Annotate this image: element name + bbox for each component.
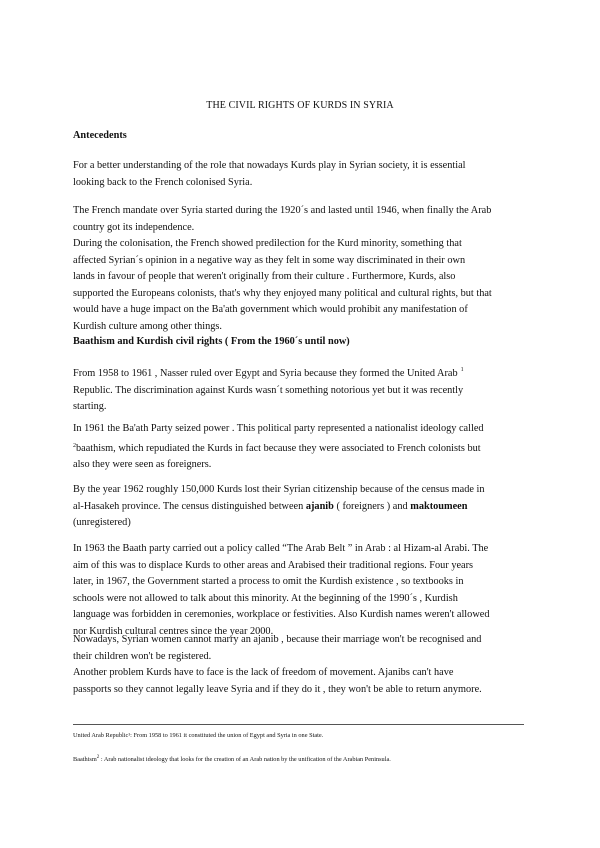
- text-line: affected Syrian´s opinion in a negative way as they felt in some way discriminated in their own: [73, 254, 466, 266]
- text-line: passports so they cannot legally leave Syria and if they do it , they won't be able to return anymore.: [73, 683, 482, 695]
- text-line: [73, 438, 541, 458]
- line-text: From 1958 to 1961 , Nasser ruled over Egypt and Syria because they formed the United Arab: [73, 368, 458, 379]
- paragraph-french-mandate: [73, 203, 541, 335]
- text-line: would have a huge impact on the Ba'ath government which would prohibit any manifestation of: [73, 304, 468, 315]
- term-maktoumeen: maktoumeen: [410, 500, 468, 512]
- text-line: aim of this was to displace Kurds to other areas and Arabised their traditional regions. Four years: [73, 559, 474, 571]
- text-line: nor Kurdish cultural centres since the year 2000.: [73, 625, 274, 637]
- text-line: their children won't be registered.: [73, 650, 212, 662]
- text-line: looking back to the French colonised Syria.: [73, 176, 253, 188]
- text-line: For a better understanding of the role that nowadays Kurds play in Syrian society, it is essential: [73, 160, 466, 171]
- line-text: baathism, which repudiated the Kurds in fact because they were associated to French colonists but: [76, 442, 481, 454]
- text-line: The French mandate over Syria started during the 1920´s and lasted until 1946, when finally the Arab: [73, 205, 492, 216]
- footnote-ref-1: 1: [460, 367, 464, 373]
- term-ajanib: ajanib: [305, 500, 334, 512]
- text-line: also they were seen as foreigners.: [73, 459, 212, 470]
- footnote-2-label: Baathism: [73, 756, 97, 764]
- paragraph-ajanib-restrictions: [73, 632, 541, 698]
- text-line: [73, 499, 541, 516]
- text-line: In 1963 the Baath party carried out a policy called “The Arab Belt ” in Arab : al Hizam-al Arabi. The: [73, 543, 489, 554]
- line-text: al-Hasakeh province. The census distinguished between: [73, 500, 306, 512]
- text-line: later, in 1967, the Government started a process to omit the Kurdish existence , so textbooks in: [73, 576, 464, 587]
- footnote-1: United Arab Republic¹: From 1958 to 1961 it constituted the union of Egypt and Syria in one State.: [73, 732, 324, 739]
- text-line: [73, 362, 541, 383]
- text-line: In 1961 the Ba'ath Party seized power . This political party represented a nationalist ideology called: [73, 423, 484, 434]
- text-line: (unregistered): [73, 517, 131, 528]
- text-line: country got its independence.: [73, 221, 195, 233]
- paragraph-census-1962: [73, 482, 541, 532]
- page-title: THE CIVIL RIGHTS OF KURDS IN SYRIA: [206, 100, 394, 111]
- text-line: During the colonisation, the French showed predilection for the Kurd minority, something that: [73, 238, 462, 249]
- text-line: language was forbidden in ceremonies, workplace or festivities. Also Kurdish names weren't allowed: [73, 609, 490, 620]
- paragraph-baath-party: [73, 421, 541, 474]
- text-line: schools were not allowed to talk about this minority. At the beginning of the 1990´s , Kurdish: [73, 592, 458, 604]
- footnote-divider: [73, 724, 524, 725]
- section-heading-antecedents: Antecedents: [73, 130, 127, 141]
- text-line: lands in favour of people that weren't originally from their culture . Furthermore, Kurds, also: [73, 271, 456, 282]
- text-line: Another problem Kurds have to face is the lack of freedom of movement. Ajanibs can't have: [73, 667, 454, 678]
- text-line: By the year 1962 roughly 150,000 Kurds lost their Syrian citizenship because of the census made in: [73, 484, 485, 495]
- line-text: ( foreigners ) and: [333, 500, 411, 512]
- text-line: Republic. The discrimination against Kurds wasn´t something notorious yet but it was recently: [73, 384, 464, 396]
- footnote-2-sup: 2: [96, 755, 100, 760]
- paragraph-united-arab-republic: [73, 362, 541, 416]
- paragraph-arab-belt: [73, 541, 541, 640]
- paragraph-french-colonised-syria: [73, 158, 541, 191]
- text-line: starting.: [73, 401, 107, 412]
- text-line: Kurdish culture among other things.: [73, 320, 222, 332]
- footnote-2-text: : Arab nationalist ideology that looks for the creation of an Arab nation by the unification of the Arabian Peninsula.: [99, 756, 391, 764]
- text-line: supported the Europeans colonists, that's why they enjoyed many political and cultural rights, but that: [73, 287, 492, 299]
- section-heading-baathism: Baathism and Kurdish civil rights ( From the 1960´s until now): [73, 336, 350, 347]
- footnote-2: [73, 753, 533, 764]
- footnote-ref-2: 2: [73, 442, 76, 449]
- text-line: Nowadays, Syrian women cannot marry an ajanib , because their marriage won't be recognised and: [73, 634, 482, 645]
